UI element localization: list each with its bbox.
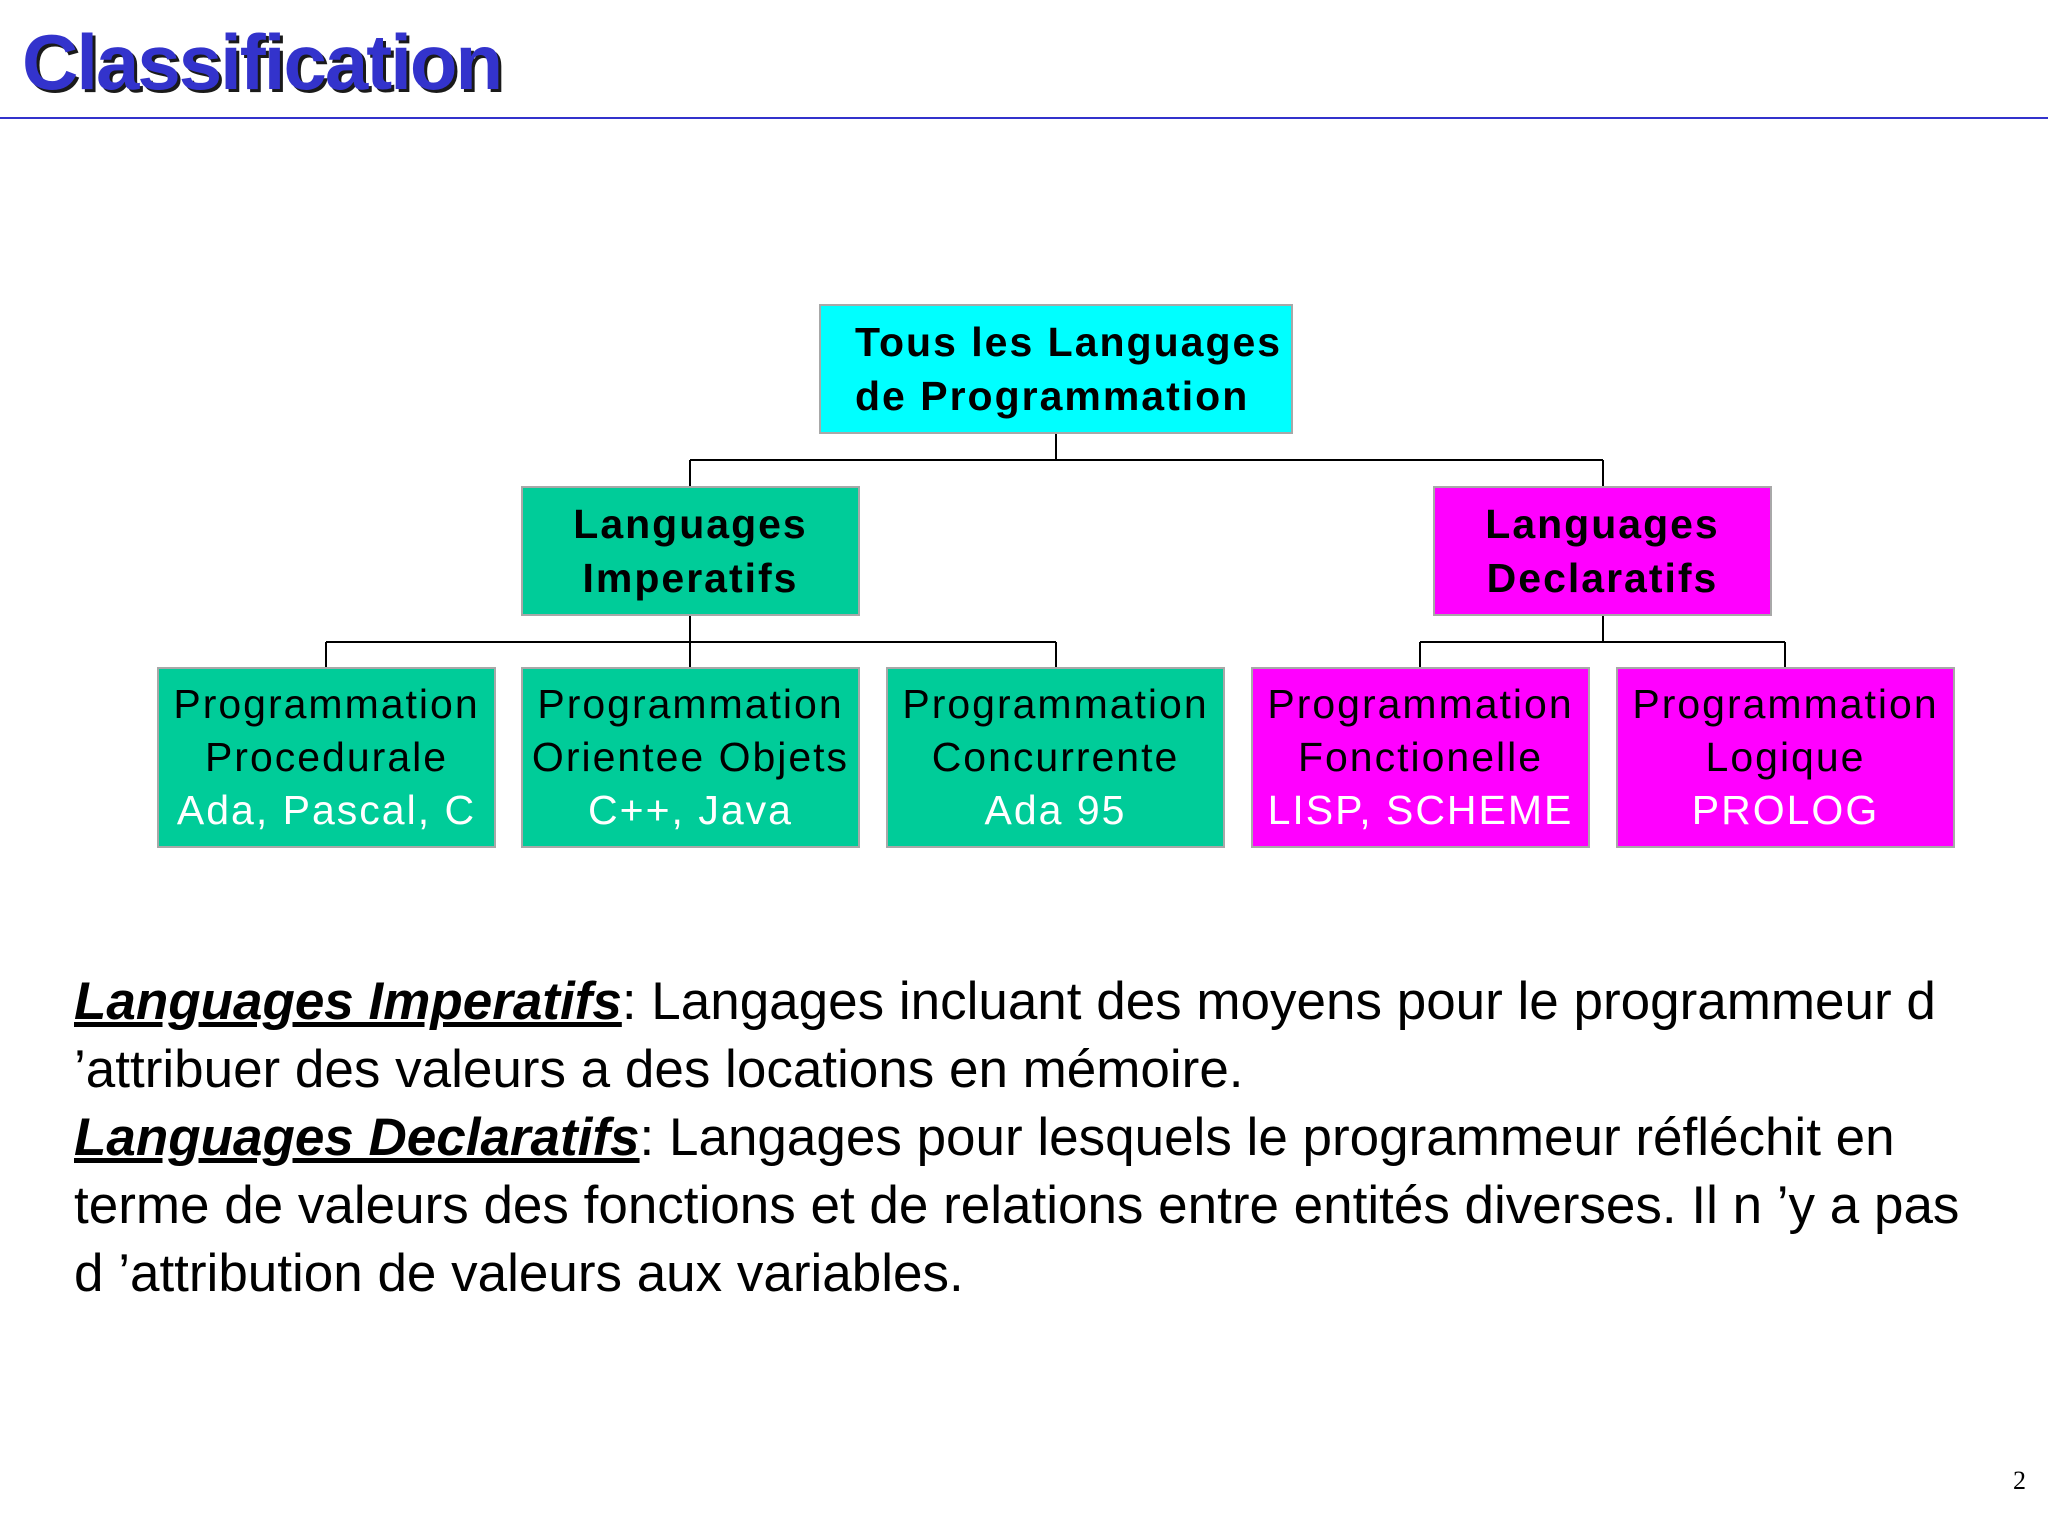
leaf-node-examples: LISP, SCHEME [1267,787,1574,833]
leaf-node-concurrente [886,667,1225,848]
leaf-node-line1: Programmation [902,681,1209,727]
leaf-node-examples: C++, Java [588,787,793,833]
root-node-line1: Tous les Languages [855,319,1283,365]
leaf-node-line1: Programmation [1632,681,1939,727]
leaf-node-line2: Fonctionelle [1297,734,1544,780]
definition-separator: : [639,1108,655,1167]
imperative-node [521,486,860,616]
definition-separator: : [621,972,637,1031]
slide-title: Classification [22,18,502,106]
declarative-node-line2: Declaratifs [1486,555,1719,601]
definition-imperative [74,968,1974,1104]
imperative-node-line1: Languages [573,501,808,547]
leaf-node-fonctionelle [1251,667,1590,848]
leaf-node-line1: Programmation [1267,681,1574,727]
leaf-node-line2: Procedurale [204,734,449,780]
definition-term: Languages Imperatifs [74,972,622,1031]
leaf-node-orientee-objets [521,667,860,848]
imperative-node-line2: Imperatifs [582,555,799,601]
leaf-node-line1: Programmation [537,681,844,727]
leaf-node-logique [1616,667,1955,848]
leaf-node-examples: Ada, Pascal, C [176,787,477,833]
declarative-node-line1: Languages [1485,501,1720,547]
definition-term: Languages Declaratifs [74,1108,640,1167]
leaf-node-line2: Logique [1705,734,1866,780]
definition-text: Langages incluant des moyens pour le programmeur d ’attribuer des valeurs a des locations en mémoire. [74,972,1936,1099]
definitions-block [74,968,1974,1308]
page-number: 2 [2013,1466,2026,1495]
leaf-node-line2: Orientee Objets [531,734,850,780]
leaf-node-examples: PROLOG [1691,787,1880,833]
leaf-node-line2: Concurrente [931,734,1180,780]
leaf-node-line1: Programmation [173,681,480,727]
leaf-node-procedurale [157,667,496,848]
definition-text: Langages pour lesquels le programmeur réfléchit en terme de valeurs des fonctions et de relations entre entités diverses. Il n ’y a pas d ’attribution de valeurs aux variables. [74,1108,1960,1303]
root-node-line2: de Programmation [855,373,1250,419]
definition-declarative [74,1104,1974,1308]
declarative-node [1433,486,1772,616]
leaf-node-examples: Ada 95 [984,787,1127,833]
root-node [819,304,1293,434]
